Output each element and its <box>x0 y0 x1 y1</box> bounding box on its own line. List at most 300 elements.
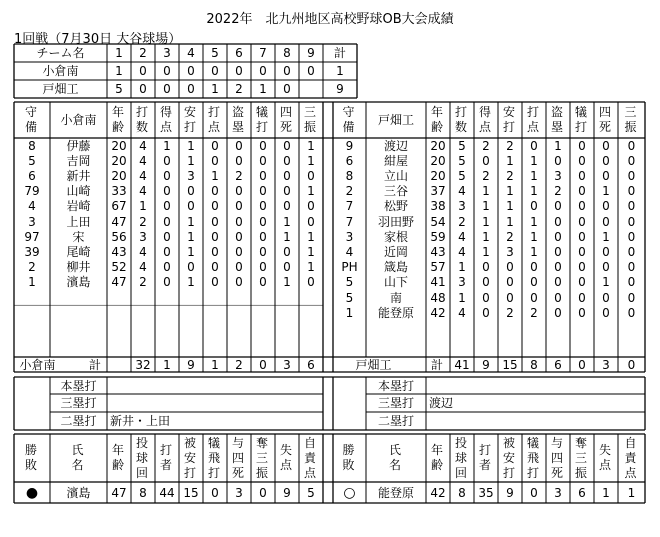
stat-value: 1 <box>187 153 195 168</box>
stat-value: 2 <box>482 138 490 153</box>
stat-value: 0 <box>554 305 562 320</box>
away-hit-players <box>426 412 648 430</box>
stat-value: 1 <box>482 244 490 259</box>
stat-value: 0 <box>211 199 219 214</box>
stat-value: 54 <box>430 214 446 229</box>
totals-value: 9 <box>482 357 490 372</box>
home-pitch-header: 自責点 <box>304 435 317 480</box>
position: 7 <box>345 199 354 214</box>
away-stat-header: 三振 <box>624 105 637 134</box>
totals-value: 3 <box>602 357 610 372</box>
stat-value <box>203 290 227 305</box>
stat-value: 0 <box>163 153 171 168</box>
stat-value: 1 <box>554 138 562 153</box>
stat-value: 0 <box>602 214 610 229</box>
away-stat-header: 打数 <box>455 105 468 134</box>
result-mark: ● <box>25 484 39 501</box>
stat-value: 4 <box>458 229 466 244</box>
stat-value: 1 <box>307 184 315 199</box>
stat-value: 0 <box>578 138 586 153</box>
stat-value: 3 <box>139 229 147 244</box>
hit-type-label: 二塁打 <box>377 414 414 428</box>
player-name: 濱島 <box>66 275 91 290</box>
stat-value: 0 <box>578 214 586 229</box>
home-pitch-header: 奪三振 <box>256 435 269 480</box>
position: 3 <box>28 214 36 229</box>
inning-header: 8 <box>283 46 291 60</box>
totals-value: 32 <box>135 357 151 372</box>
stat-value: 43 <box>111 244 127 259</box>
position: 2 <box>28 260 36 275</box>
position <box>14 290 50 305</box>
inning-score: 1 <box>211 82 219 96</box>
stat-value: 0 <box>283 168 291 183</box>
inning-score: 0 <box>187 82 195 96</box>
stat-value: 20 <box>430 153 446 168</box>
pitch-stat: 42 <box>430 485 446 500</box>
stat-value: 0 <box>211 153 219 168</box>
player-name: 柳井 <box>66 260 91 275</box>
home-pitch-header: 年齢 <box>112 443 125 472</box>
stat-value: 0 <box>578 229 586 244</box>
stat-value: 0 <box>259 138 267 153</box>
hit-type-label: 本塁打 <box>60 378 97 393</box>
stat-value: 0 <box>187 199 195 214</box>
stat-value: 2 <box>506 168 514 183</box>
home-pitch-header: 犠飛打 <box>208 435 221 480</box>
stat-value: 1 <box>187 214 195 229</box>
stat-value <box>251 290 275 305</box>
inning-header: 3 <box>163 46 171 60</box>
totals-value: 1 <box>163 357 171 372</box>
stat-value: 2 <box>506 138 514 153</box>
stat-value: 20 <box>111 153 127 168</box>
home-pitch-header: 投球回 <box>136 435 149 480</box>
position: 1 <box>345 305 354 320</box>
stat-value: 0 <box>163 184 171 199</box>
player-name: 上田 <box>66 214 91 229</box>
player-name <box>50 290 107 305</box>
stat-value <box>179 290 203 305</box>
away-pitch-header: 失点 <box>599 443 612 472</box>
stat-value: 5 <box>458 153 466 168</box>
pitch-stat: 3 <box>235 485 243 500</box>
away-stat-header: 盗塁 <box>551 105 564 134</box>
position: 39 <box>24 244 40 259</box>
stat-value: 0 <box>211 275 219 290</box>
hit-type-label: 三塁打 <box>377 396 414 410</box>
stat-value: 0 <box>554 290 562 305</box>
stat-value: 0 <box>163 260 171 275</box>
stat-value: 0 <box>578 244 586 259</box>
stat-value: 0 <box>235 199 243 214</box>
stat-value: 1 <box>530 229 538 244</box>
stat-value: 1 <box>602 229 610 244</box>
pitch-stat: 0 <box>259 485 267 500</box>
stat-value: 0 <box>578 199 586 214</box>
stat-value: 0 <box>211 184 219 199</box>
stat-value: 0 <box>602 290 610 305</box>
home-hit-players <box>107 394 326 412</box>
stat-value: 0 <box>307 168 315 183</box>
player-name: 紺屋 <box>383 153 408 168</box>
stat-value: 1 <box>458 290 466 305</box>
stat-value <box>155 290 179 305</box>
stat-value: 0 <box>187 260 195 275</box>
pitch-stat: 0 <box>211 485 219 500</box>
stat-value: 1 <box>458 260 466 275</box>
away-stat-header: 安打 <box>503 105 516 134</box>
stat-value <box>299 290 323 305</box>
home-hit-players: 新井・上田 <box>110 414 171 428</box>
pitch-stat: 9 <box>506 485 514 500</box>
stat-value: 4 <box>139 138 147 153</box>
stat-value: 0 <box>627 275 636 290</box>
home-pitch-header: 打者 <box>160 443 173 472</box>
team-name: 戸畑工 <box>42 82 79 96</box>
stat-value: 4 <box>139 184 147 199</box>
away-hit-players <box>426 377 648 394</box>
stat-value: 0 <box>578 153 586 168</box>
stat-value: 57 <box>430 260 446 275</box>
away-stat-header: 四死 <box>599 105 612 134</box>
inning-score: 1 <box>259 82 267 96</box>
away-pitch-header: 被安打 <box>503 435 516 480</box>
stat-value: 0 <box>554 153 562 168</box>
position: 6 <box>28 168 36 183</box>
stat-value: 0 <box>578 290 586 305</box>
player-name: 立山 <box>383 168 408 183</box>
inning-score: 5 <box>115 82 123 96</box>
stat-value: 0 <box>235 260 243 275</box>
player-name: 山下 <box>383 275 408 290</box>
home-pitch-header: 与四死 <box>232 435 245 480</box>
player-name: 箴島 <box>383 260 408 275</box>
stat-value: 0 <box>259 153 267 168</box>
position: 9 <box>345 138 354 153</box>
stat-value: 1 <box>482 229 490 244</box>
away-pitch-header: 与四死 <box>551 435 564 480</box>
hit-type-label: 二塁打 <box>60 414 97 428</box>
away-hit-players: 渡辺 <box>429 396 454 410</box>
stat-value: 0 <box>530 275 538 290</box>
player-name: 近岡 <box>383 244 408 259</box>
stat-value: 0 <box>283 184 291 199</box>
stat-value: 0 <box>482 305 490 320</box>
stat-value: 0 <box>554 244 562 259</box>
stat-value: 1 <box>187 138 195 153</box>
stat-value: 0 <box>211 229 219 244</box>
stat-value: 0 <box>530 260 538 275</box>
stat-value: 0 <box>259 229 267 244</box>
stat-value: 0 <box>259 214 267 229</box>
totals-value: 0 <box>259 357 267 372</box>
pitch-stat: 5 <box>307 485 315 500</box>
player-name: 尾崎 <box>66 244 91 259</box>
player-name: 伊藤 <box>66 138 91 153</box>
inning-header: 6 <box>235 46 243 60</box>
position: 3 <box>345 229 354 244</box>
stat-value: 4 <box>458 184 466 199</box>
player-name: 松野 <box>383 199 408 214</box>
inning-header: 計 <box>333 46 346 60</box>
stat-value: 0 <box>307 199 315 214</box>
stat-value: 20 <box>430 168 446 183</box>
stat-value: 0 <box>627 244 636 259</box>
stat-value: 0 <box>482 153 490 168</box>
inning-score <box>299 80 323 98</box>
stat-value: 1 <box>506 184 514 199</box>
stat-value: 0 <box>578 260 586 275</box>
player-name: 宋 <box>72 229 85 244</box>
stat-value: 1 <box>307 153 315 168</box>
stat-value: 0 <box>554 229 562 244</box>
stat-value: 2 <box>458 214 466 229</box>
position: 7 <box>345 214 354 229</box>
stat-value: 0 <box>506 260 514 275</box>
stat-value: 33 <box>111 184 127 199</box>
inning-score: 0 <box>235 64 243 78</box>
stat-value: 4 <box>139 244 147 259</box>
home-stat-header: 打点 <box>208 105 221 134</box>
position: 8 <box>28 138 36 153</box>
player-name: 吉岡 <box>66 153 91 168</box>
stat-value: 4 <box>139 153 147 168</box>
totals-label: 計 <box>430 357 443 372</box>
pitch-stat: 6 <box>578 485 586 500</box>
stat-value: 0 <box>163 275 171 290</box>
totals-label: 計 <box>88 357 101 372</box>
stat-value: 1 <box>307 260 315 275</box>
position: 5 <box>345 290 354 305</box>
home-hit-players <box>107 377 326 394</box>
stat-value: 3 <box>458 199 466 214</box>
hit-type-label: 本塁打 <box>377 378 414 393</box>
pitch-stat: 8 <box>458 485 466 500</box>
stat-value: 0 <box>307 275 315 290</box>
pitch-stat: 3 <box>554 485 562 500</box>
home-stat-header: 得点 <box>160 105 173 134</box>
totals-value: 15 <box>502 357 518 372</box>
stat-value: 0 <box>627 153 636 168</box>
stat-value: 1 <box>530 153 538 168</box>
position: 8 <box>345 168 354 183</box>
stat-value: 1 <box>482 214 490 229</box>
stat-value: 0 <box>602 244 610 259</box>
hit-type-label: 三塁打 <box>60 396 97 410</box>
stat-value: 4 <box>458 244 466 259</box>
stat-value: 1 <box>482 199 490 214</box>
stat-value: 0 <box>211 138 219 153</box>
stat-value: 0 <box>235 153 243 168</box>
stat-value: 0 <box>554 260 562 275</box>
stat-value: 0 <box>627 168 636 183</box>
position: 6 <box>345 153 354 168</box>
stat-value: 0 <box>235 244 243 259</box>
inning-score: 0 <box>139 64 147 78</box>
totals-value: 3 <box>283 357 291 372</box>
player-name: 南 <box>389 290 402 305</box>
inning-score: 0 <box>187 64 195 78</box>
stat-value: 4 <box>139 168 147 183</box>
stat-value: 0 <box>259 244 267 259</box>
stat-value: 1 <box>307 244 315 259</box>
totals-value: 0 <box>578 357 586 372</box>
stat-value: 0 <box>554 199 562 214</box>
stat-value: 4 <box>139 260 147 275</box>
stat-value: 1 <box>602 184 610 199</box>
page-title: 2022年 北九州地区高校野球OB大会成績 <box>206 12 454 27</box>
stat-value: 20 <box>111 168 127 183</box>
stat-value: 1 <box>283 275 291 290</box>
totals-value: 0 <box>627 357 636 372</box>
game-info: 1回戦（7月30日 大谷球場） <box>14 32 182 47</box>
stat-value: 0 <box>627 138 636 153</box>
stat-value <box>107 290 131 305</box>
stat-value: 0 <box>163 199 171 214</box>
inning-header: 5 <box>211 46 219 60</box>
position: 2 <box>345 184 354 199</box>
stat-value: 5 <box>458 168 466 183</box>
stat-value: 0 <box>235 184 243 199</box>
stat-value: 0 <box>211 244 219 259</box>
stat-value: 2 <box>139 275 147 290</box>
stat-value: 59 <box>430 229 446 244</box>
pitch-stat: 9 <box>283 485 291 500</box>
stat-value: 67 <box>111 199 127 214</box>
stat-value: 0 <box>283 138 291 153</box>
stat-value: 0 <box>163 229 171 244</box>
stat-value: 2 <box>506 305 514 320</box>
stat-value: 1 <box>307 138 315 153</box>
stat-value: 38 <box>430 199 446 214</box>
home-stat-header: 安打 <box>184 105 197 134</box>
stat-value: 0 <box>163 168 171 183</box>
stat-value: 1 <box>482 184 490 199</box>
inning-header: 2 <box>139 46 147 60</box>
stat-value: 0 <box>211 214 219 229</box>
stat-value: 0 <box>506 290 514 305</box>
stat-value: 43 <box>430 244 446 259</box>
inning-score: 0 <box>283 82 291 96</box>
inning-score: 2 <box>235 82 243 96</box>
pitch-stat: 0 <box>530 485 538 500</box>
stat-value: 0 <box>259 168 267 183</box>
stat-value: 0 <box>283 153 291 168</box>
player-name: 羽田野 <box>377 214 414 229</box>
stat-value: 0 <box>530 199 538 214</box>
team-name: 小倉南 <box>42 64 79 78</box>
home-pitch-header: 被安打 <box>184 435 197 480</box>
inning-score: 9 <box>336 82 344 96</box>
stat-value: 1 <box>506 214 514 229</box>
stat-value: 0 <box>482 290 490 305</box>
team-name-header: チーム名 <box>36 46 85 60</box>
stat-value: 3 <box>554 168 562 183</box>
stat-value: 0 <box>235 214 243 229</box>
home-stat-header: 盗塁 <box>232 105 245 134</box>
totals-value: 2 <box>235 357 243 372</box>
stat-value: 0 <box>554 214 562 229</box>
stat-value: 0 <box>259 199 267 214</box>
stat-value: 20 <box>111 138 127 153</box>
stat-value: 3 <box>506 244 514 259</box>
stat-value: 3 <box>187 168 195 183</box>
stat-value: 2 <box>482 168 490 183</box>
stat-value: 0 <box>627 184 636 199</box>
stat-value: 1 <box>283 229 291 244</box>
stat-value: 1 <box>530 244 538 259</box>
stat-value: 0 <box>627 229 636 244</box>
stat-value: 0 <box>530 138 538 153</box>
inning-header: 7 <box>259 46 267 60</box>
home-stat-header: 打数 <box>136 105 149 134</box>
stat-value: 0 <box>530 290 538 305</box>
away-pitch-header: 自責点 <box>624 435 637 480</box>
stat-value: 0 <box>627 214 636 229</box>
stat-value: 0 <box>627 260 636 275</box>
stat-value: 0 <box>235 229 243 244</box>
stat-value: 0 <box>602 168 610 183</box>
player-name: 能登原 <box>377 305 414 320</box>
stat-value: 0 <box>187 184 195 199</box>
totals-value: 6 <box>554 357 562 372</box>
stat-value: 4 <box>458 305 466 320</box>
position: 4 <box>345 244 354 259</box>
player-name: 家根 <box>383 229 408 244</box>
position: 79 <box>24 184 40 199</box>
away-pitch-header: 打者 <box>479 443 492 472</box>
home-stat-header: 年齢 <box>112 105 125 134</box>
stat-value: 0 <box>602 199 610 214</box>
stat-value: 1 <box>139 199 147 214</box>
stat-value: 56 <box>111 229 127 244</box>
stat-value: 1 <box>530 168 538 183</box>
position: 5 <box>345 275 354 290</box>
stat-value: 2 <box>235 168 243 183</box>
stat-value: 47 <box>111 214 127 229</box>
stat-value: 20 <box>430 138 446 153</box>
player-name: 渡辺 <box>383 138 408 153</box>
pitcher-name: 能登原 <box>377 485 414 500</box>
position-header: 守備 <box>342 105 355 134</box>
player-name: 三谷 <box>383 184 408 199</box>
position: 97 <box>24 229 40 244</box>
home-stat-header: 四死 <box>280 105 293 134</box>
position: 5 <box>28 153 36 168</box>
inning-score: 1 <box>115 64 123 78</box>
totals-value: 1 <box>211 357 219 372</box>
stat-value: 47 <box>111 275 127 290</box>
stat-value: 1 <box>506 199 514 214</box>
away-pitch-header: 勝敗 <box>342 443 355 472</box>
stat-value: 0 <box>554 275 562 290</box>
stat-value: 0 <box>482 260 490 275</box>
home-stat-header: 三振 <box>304 105 317 134</box>
inning-header: 9 <box>307 46 315 60</box>
away-pitch-header: 犠飛打 <box>527 435 540 480</box>
pitch-stat: 8 <box>139 485 147 500</box>
player-name: 岩崎 <box>66 199 91 214</box>
inning-score: 0 <box>211 64 219 78</box>
stat-value: 0 <box>602 153 610 168</box>
stat-value: 1 <box>530 184 538 199</box>
stat-value: 1 <box>187 229 195 244</box>
inning-score: 1 <box>336 64 344 78</box>
home-pitch-header: 失点 <box>280 443 293 472</box>
stat-value: 0 <box>602 305 610 320</box>
pitch-stat: 1 <box>602 485 610 500</box>
